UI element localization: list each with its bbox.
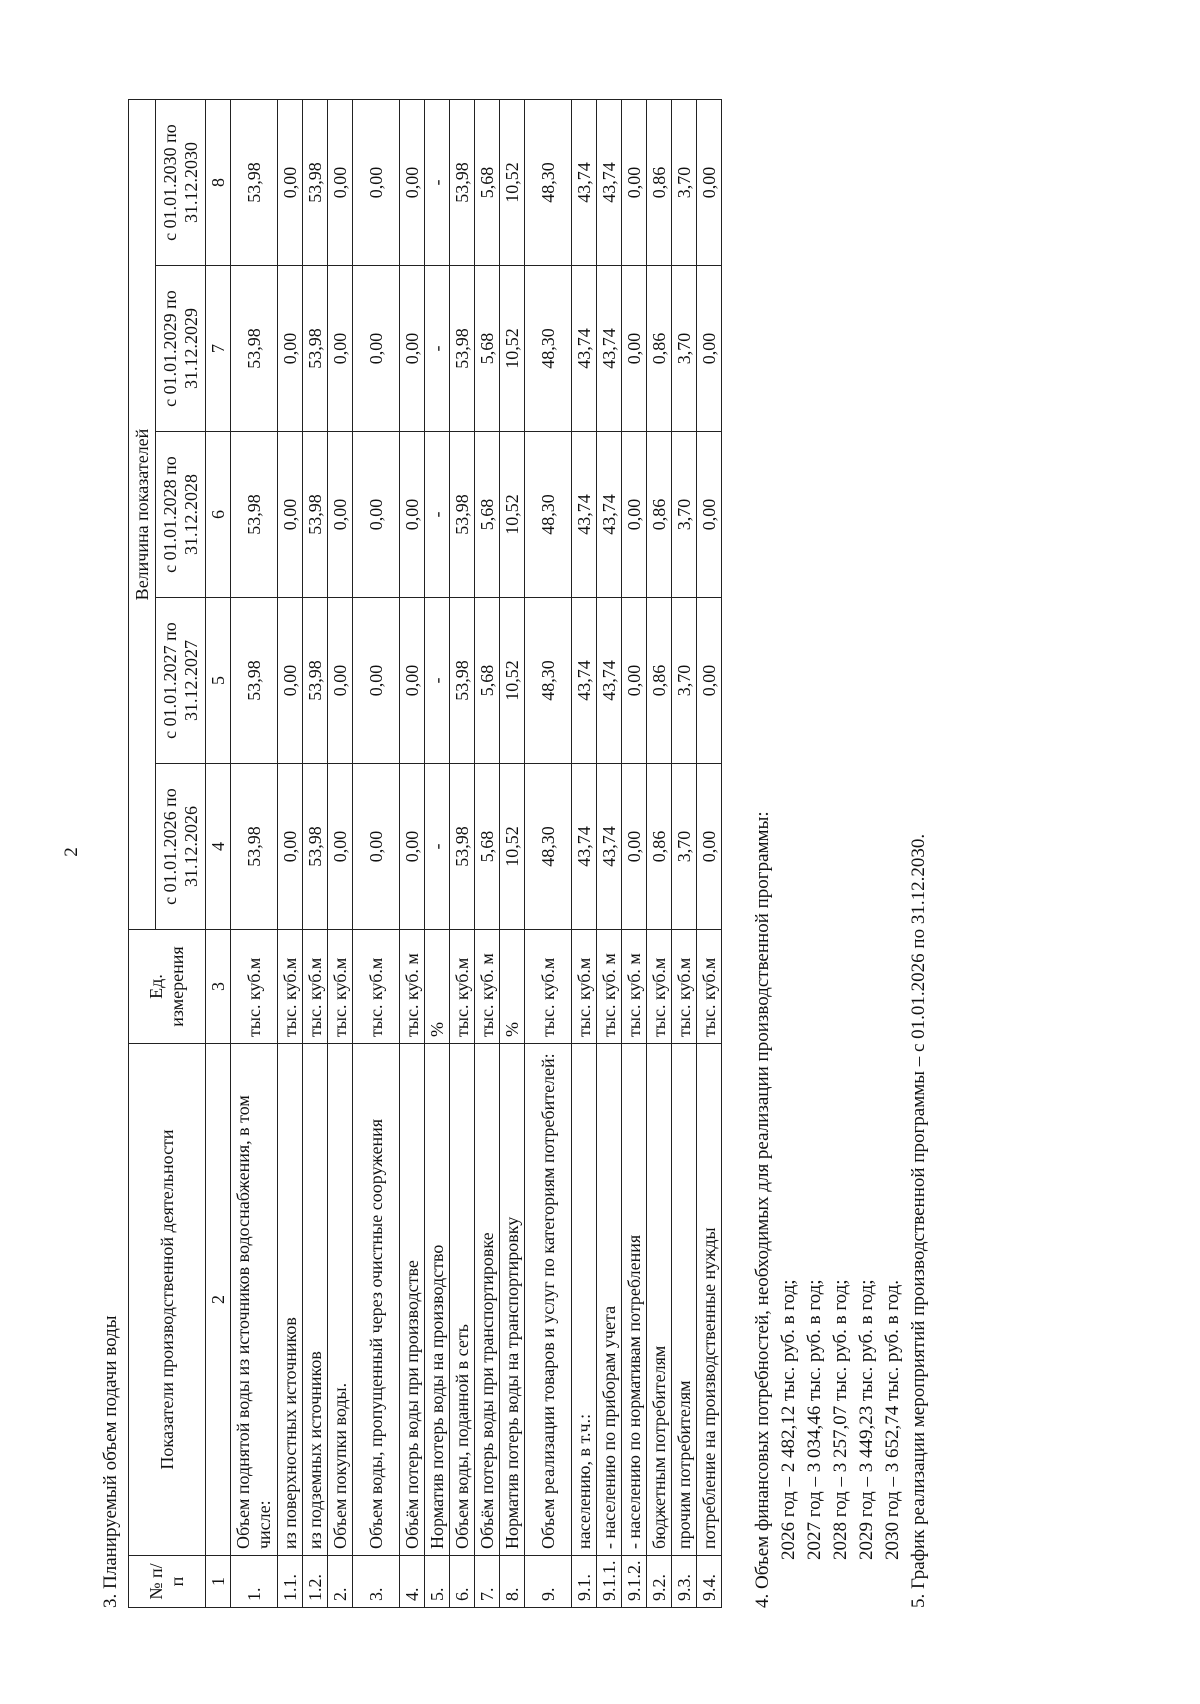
finance-item: 2027 год – 3 034,46 тыс. руб. в год; xyxy=(804,1279,825,1560)
row-value: 10,52 xyxy=(500,764,525,930)
row-value: 0,00 xyxy=(622,100,647,266)
row-value: 53,98 xyxy=(231,266,278,432)
row-number: 5. xyxy=(425,1556,450,1608)
row-value: 0,00 xyxy=(278,432,303,598)
row-indicator: прочим потребителям xyxy=(672,1044,697,1556)
row-value: 5,68 xyxy=(475,598,500,764)
row-value: 0,00 xyxy=(400,266,425,432)
header-period: с 01.01.2026 по 31.12.2026 xyxy=(156,764,206,930)
row-value: 0,86 xyxy=(647,100,672,266)
row-value: 0,00 xyxy=(278,266,303,432)
row-indicator: из подземных источников xyxy=(303,1044,328,1556)
row-indicator: Объём потерь воды при производстве xyxy=(400,1044,425,1556)
column-number: 8 xyxy=(206,100,231,266)
row-value: 43,74 xyxy=(597,266,622,432)
row-unit: тыс. куб.м xyxy=(647,930,672,1044)
row-indicator: бюджетным потребителям xyxy=(647,1044,672,1556)
table-body xyxy=(231,100,722,1608)
row-value: 10,52 xyxy=(500,266,525,432)
row-value: 0,86 xyxy=(647,764,672,930)
table-row xyxy=(303,100,328,1608)
section-5-text: 5. График реализации мероприятий производственной программы – с 01.01.2026 по 31.12.2030. xyxy=(908,833,929,1608)
row-value: 0,86 xyxy=(647,598,672,764)
row-value: 0,00 xyxy=(278,598,303,764)
row-unit: тыс. куб. м xyxy=(400,930,425,1044)
row-indicator: потребление на производственные нужды xyxy=(697,1044,722,1556)
row-unit: тыс. куб.м xyxy=(525,930,572,1044)
table-row xyxy=(647,100,672,1608)
row-value: - xyxy=(425,598,450,764)
row-value: 0,00 xyxy=(400,100,425,266)
row-number: 9.1. xyxy=(572,1556,597,1608)
row-value: 0,00 xyxy=(697,598,722,764)
row-value: 43,74 xyxy=(597,598,622,764)
rotated-page-content xyxy=(100,8,1200,1608)
row-value: 0,00 xyxy=(400,764,425,930)
row-value: 0,00 xyxy=(697,100,722,266)
row-value: 53,98 xyxy=(303,100,328,266)
row-value: 48,30 xyxy=(525,598,572,764)
row-value: 0,00 xyxy=(353,100,400,266)
row-value: 3,70 xyxy=(672,598,697,764)
row-unit: тыс. куб. м xyxy=(622,930,647,1044)
row-number: 9.3. xyxy=(672,1556,697,1608)
row-value: 0,00 xyxy=(353,266,400,432)
row-unit: тыс. куб.м xyxy=(328,930,353,1044)
row-value: 3,70 xyxy=(672,764,697,930)
row-value: 53,98 xyxy=(303,266,328,432)
table-row xyxy=(278,100,303,1608)
row-indicator: - населению по нормативам потребления xyxy=(622,1044,647,1556)
row-number: 9. xyxy=(525,1556,572,1608)
table-row xyxy=(353,100,400,1608)
row-value: 43,74 xyxy=(597,100,622,266)
column-number: 2 xyxy=(206,1044,231,1556)
finance-item: 2029 год – 3 449,23 тыс. руб. в год; xyxy=(856,1279,877,1560)
row-value: 0,86 xyxy=(647,266,672,432)
table-row xyxy=(450,100,475,1608)
row-value: 53,98 xyxy=(450,764,475,930)
header-period: с 01.01.2027 по 31.12.2027 xyxy=(156,598,206,764)
row-value: 0,00 xyxy=(353,598,400,764)
row-indicator: Объем поднятой воды из источников водоснабжения, в том числе: xyxy=(231,1044,278,1556)
row-unit: тыс. куб.м xyxy=(450,930,475,1044)
row-number: 1. xyxy=(231,1556,278,1608)
table-row xyxy=(672,100,697,1608)
row-value: 48,30 xyxy=(525,432,572,598)
row-indicator: Норматив потерь воды на производство xyxy=(425,1044,450,1556)
row-value: 3,70 xyxy=(672,266,697,432)
row-unit: % xyxy=(425,930,450,1044)
row-value: 53,98 xyxy=(231,598,278,764)
row-value: 0,00 xyxy=(622,266,647,432)
header-num: № п/п xyxy=(129,1556,206,1608)
row-value: 53,98 xyxy=(450,100,475,266)
row-value: 43,74 xyxy=(572,266,597,432)
header-unit: Ед. измерения xyxy=(129,930,206,1044)
row-value: 0,00 xyxy=(622,764,647,930)
row-value: 10,52 xyxy=(500,100,525,266)
header-period: с 01.01.2030 по 31.12.2030 xyxy=(156,100,206,266)
row-value: 5,68 xyxy=(475,266,500,432)
column-number: 1 xyxy=(206,1556,231,1608)
row-value: 0,00 xyxy=(278,764,303,930)
table-row xyxy=(525,100,572,1608)
table-row xyxy=(425,100,450,1608)
row-value: 0,00 xyxy=(622,598,647,764)
row-value: 53,98 xyxy=(450,432,475,598)
row-indicator: Объем покупки воды. xyxy=(328,1044,353,1556)
row-number: 1.2. xyxy=(303,1556,328,1608)
section-3-title: 3. Планируемый объем подачи воды xyxy=(100,1315,121,1608)
row-value: 10,52 xyxy=(500,598,525,764)
table-row xyxy=(697,100,722,1608)
row-number: 9.1.1. xyxy=(597,1556,622,1608)
row-value: 53,98 xyxy=(303,598,328,764)
header-indicator: Показатели производственной деятельности xyxy=(129,1044,206,1556)
row-value: 0,00 xyxy=(622,432,647,598)
row-value: 48,30 xyxy=(525,764,572,930)
finance-item: 2030 год – 3 652,74 тыс. руб. в год. xyxy=(882,1279,903,1560)
table-row xyxy=(572,100,597,1608)
column-number: 4 xyxy=(206,764,231,930)
table-row xyxy=(400,100,425,1608)
row-number: 2. xyxy=(328,1556,353,1608)
row-value: 0,00 xyxy=(697,432,722,598)
row-indicator: Объем воды, пропущенный через очистные сооружения xyxy=(353,1044,400,1556)
row-value: 53,98 xyxy=(450,266,475,432)
row-number: 9.2. xyxy=(647,1556,672,1608)
water-supply-table xyxy=(128,99,722,1608)
row-value: 43,74 xyxy=(572,598,597,764)
header-values-group: Величина показателей xyxy=(129,100,156,930)
header-period: с 01.01.2028 по 31.12.2028 xyxy=(156,432,206,598)
row-value: 0,00 xyxy=(328,598,353,764)
header-period: с 01.01.2029 по 31.12.2029 xyxy=(156,266,206,432)
row-indicator: Объём потерь воды при транспортировке xyxy=(475,1044,500,1556)
column-number: 5 xyxy=(206,598,231,764)
row-value: 43,74 xyxy=(597,432,622,598)
row-value: 53,98 xyxy=(303,764,328,930)
row-number: 9.1.2. xyxy=(622,1556,647,1608)
row-value: 43,74 xyxy=(572,100,597,266)
row-unit: тыс. куб.м xyxy=(231,930,278,1044)
row-value: 0,00 xyxy=(400,598,425,764)
row-value: 43,74 xyxy=(597,764,622,930)
row-value: - xyxy=(425,432,450,598)
row-value: 0,00 xyxy=(697,266,722,432)
row-number: 4. xyxy=(400,1556,425,1608)
row-value: - xyxy=(425,100,450,266)
row-unit: тыс. куб.м xyxy=(672,930,697,1044)
row-unit: тыс. куб.м xyxy=(278,930,303,1044)
row-indicator: Объем воды, поданной в сеть xyxy=(450,1044,475,1556)
row-value: - xyxy=(425,266,450,432)
column-number: 3 xyxy=(206,930,231,1044)
row-value: 0,00 xyxy=(278,100,303,266)
row-value: 0,00 xyxy=(697,764,722,930)
row-unit: тыс. куб.м xyxy=(303,930,328,1044)
row-indicator: Норматив потерь воды на транспортировку xyxy=(500,1044,525,1556)
row-value: 0,00 xyxy=(328,764,353,930)
finance-item: 2026 год – 2 482,12 тыс. руб. в год; xyxy=(778,1279,799,1560)
row-number: 9.4. xyxy=(697,1556,722,1608)
row-value: 5,68 xyxy=(475,432,500,598)
row-value: 5,68 xyxy=(475,100,500,266)
row-value: 53,98 xyxy=(450,598,475,764)
row-value: 48,30 xyxy=(525,266,572,432)
row-value: 53,98 xyxy=(303,432,328,598)
section-4-title: 4. Объем финансовых потребностей, необходимых для реализации производственной программы: xyxy=(752,811,773,1608)
row-indicator: - населению по приборам учета xyxy=(597,1044,622,1556)
row-unit: % xyxy=(500,930,525,1044)
row-value: 53,98 xyxy=(231,764,278,930)
table-row xyxy=(500,100,525,1608)
row-value: 3,70 xyxy=(672,100,697,266)
row-value: 0,00 xyxy=(353,432,400,598)
row-value: 0,00 xyxy=(328,432,353,598)
row-value: 43,74 xyxy=(572,764,597,930)
table-row xyxy=(597,100,622,1608)
row-value: 0,86 xyxy=(647,432,672,598)
row-value: 48,30 xyxy=(525,100,572,266)
row-value: 0,00 xyxy=(328,266,353,432)
row-value: 10,52 xyxy=(500,432,525,598)
row-unit: тыс. куб.м xyxy=(697,930,722,1044)
table-row xyxy=(622,100,647,1608)
row-value: 3,70 xyxy=(672,432,697,598)
row-number: 6. xyxy=(450,1556,475,1608)
page-number: 2 xyxy=(61,847,82,857)
row-value: 0,00 xyxy=(400,432,425,598)
row-value: 43,74 xyxy=(572,432,597,598)
table-row xyxy=(475,100,500,1608)
row-value: 53,98 xyxy=(231,100,278,266)
column-number: 6 xyxy=(206,432,231,598)
column-number: 7 xyxy=(206,266,231,432)
row-number: 1.1. xyxy=(278,1556,303,1608)
row-number: 7. xyxy=(475,1556,500,1608)
finance-item: 2028 год – 3 257,07 тыс. руб. в год; xyxy=(830,1279,851,1560)
table-row xyxy=(328,100,353,1608)
table-row xyxy=(231,100,278,1608)
row-indicator: населению, в т.ч.: xyxy=(572,1044,597,1556)
section-4 xyxy=(750,811,932,1608)
row-value: 0,00 xyxy=(353,764,400,930)
row-value: 53,98 xyxy=(231,432,278,598)
row-number: 8. xyxy=(500,1556,525,1608)
row-unit: тыс. куб. м xyxy=(597,930,622,1044)
row-value: 0,00 xyxy=(328,100,353,266)
row-value: - xyxy=(425,764,450,930)
row-unit: тыс. куб.м xyxy=(572,930,597,1044)
row-indicator: из поверхностных источников xyxy=(278,1044,303,1556)
row-number: 3. xyxy=(353,1556,400,1608)
row-value: 5,68 xyxy=(475,764,500,930)
row-unit: тыс. куб.м xyxy=(353,930,400,1044)
row-unit: тыс. куб. м xyxy=(475,930,500,1044)
row-indicator: Объем реализации товаров и услуг по категориям потребителей: xyxy=(525,1044,572,1556)
